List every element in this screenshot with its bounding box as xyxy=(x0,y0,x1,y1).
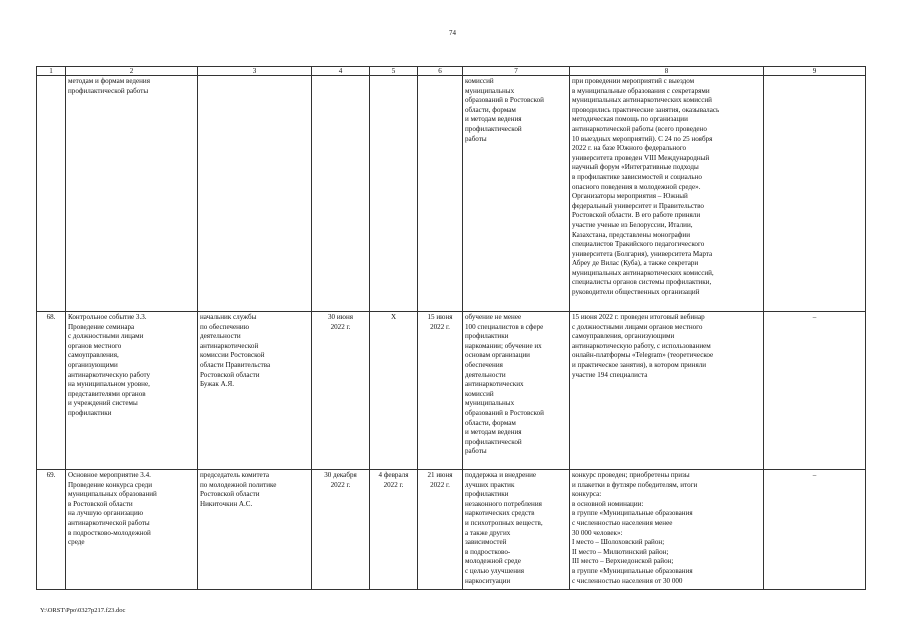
row-number: 69. xyxy=(37,470,66,590)
event-name: Контрольное событие 3.3. Проведение семинара с должностными лицами органов местного самоуправления, организующими антинаркотическую работу на муниципальном уровне, представителями органов и учреждений системы профилактики xyxy=(66,312,198,470)
column-header: 8 xyxy=(570,67,764,76)
actual-start-date: Х xyxy=(370,312,418,470)
actual-end-date: 21 июня 2022 г. xyxy=(418,470,463,590)
notes: – xyxy=(764,312,866,470)
actual-end-date xyxy=(418,76,463,312)
actual-start-date xyxy=(370,76,418,312)
event-name: методам и формам ведения профилактической работы xyxy=(66,76,198,312)
responsible-person: начальник службы по обеспечению деятельности антинаркотической комиссии Ростовской области Правительства Ростовской области Бужак А.Я. xyxy=(198,312,312,470)
column-header: 9 xyxy=(764,67,866,76)
expected-result: поддержка и внедрение лучших практик профилактики незаконного потребления наркотических средств и психотропных веществ, а также других зависимостей в подростково- молодежной среде с целью улучшения наркоситуации xyxy=(463,470,570,590)
row-number: 68. xyxy=(37,312,66,470)
responsible-person: председатель комитета по молодежной политике Ростовской области Никиточкин А.С. xyxy=(198,470,312,590)
notes xyxy=(764,76,866,312)
actual-result: конкурс проведен; приобретены призы и плакетки в футляре победителям, итоги конкурса: в основной номинации: в группе «Муниципальные образования с численностью населения менее 30 000 человек»: I место – Шолоховский район; II место – Милютинский район; III место – Верхнедонской район; в группе «Муниципальные образования с численностью населения от 30 000 xyxy=(570,470,764,590)
planned-date xyxy=(312,76,370,312)
actual-result: 15 июня 2022 г. проведен итоговый вебинар с должностными лицами органов местного самоуправления, организующими антинаркотическую работу, с использованием онлайн-платформы «Telegram» (теоретическое и практическое занятия), в котором приняли участие 194 специалиста xyxy=(570,312,764,470)
table-row xyxy=(37,76,866,312)
table-row xyxy=(37,470,866,590)
column-header: 7 xyxy=(463,67,570,76)
actual-result: при проведении мероприятий с выездом в муниципальные образования с секретарями муниципальных антинаркотических комиссий проводились практические занятия, оказывалась методическая помощь по организации антинаркотической работы (всего проведено 10 выездных мероприятий). С 24 по 25 ноября 2022 г. на базе Южного федерального университета проведен VIII Международный научный форум «Интегративные подходы в профилактике зависимостей и социально опасного поведения в молодежной среде». Организаторы мероприятия – Южный федеральный университет и Правительство Ростовской области. В его работе приняли участие ученые из Белоруссии, Италии, Казахстана, представлены монографии специалистов Тракийского педагогического университета (Болгария), университета Марта Абреу де Вилас (Куба), а также секретари муниципальных антинаркотических комиссий, специалисты органов системы профилактики, руководители общественных организаций xyxy=(570,76,764,312)
event-name: Основное мероприятие 3.4. Проведение конкурса среди муниципальных образований в Ростовской области на лучшую организацию антинаркотической работы в подростково-молодежной среде xyxy=(66,470,198,590)
column-header: 4 xyxy=(312,67,370,76)
column-header: 2 xyxy=(66,67,198,76)
expected-result: обучение не менее 100 специалистов в сфере профилактики наркомании; обучение их основам организации обеспечения деятельности антинаркотических комиссий муниципальных образований в Ростовской области, формам и методам ведения профилактической работы xyxy=(463,312,570,470)
actual-start-date: 4 февраля 2022 г. xyxy=(370,470,418,590)
report-table xyxy=(36,66,866,590)
column-header: 5 xyxy=(370,67,418,76)
column-number-row xyxy=(37,67,866,76)
expected-result: комиссий муниципальных образований в Ростовской области, формам и методам ведения профилактической работы xyxy=(463,76,570,312)
row-number xyxy=(37,76,66,312)
page-number: 74 xyxy=(449,29,456,37)
column-header: 6 xyxy=(418,67,463,76)
file-path-footer: Y:\ORST\Ppo\0327p217.f23.doc xyxy=(40,607,126,614)
actual-end-date: 15 июня 2022 г. xyxy=(418,312,463,470)
responsible-person xyxy=(198,76,312,312)
column-header: 3 xyxy=(198,67,312,76)
planned-date: 30 декабря 2022 г. xyxy=(312,470,370,590)
column-header: 1 xyxy=(37,67,66,76)
table-row xyxy=(37,312,866,470)
planned-date: 30 июня 2022 г. xyxy=(312,312,370,470)
notes: – xyxy=(764,470,866,590)
